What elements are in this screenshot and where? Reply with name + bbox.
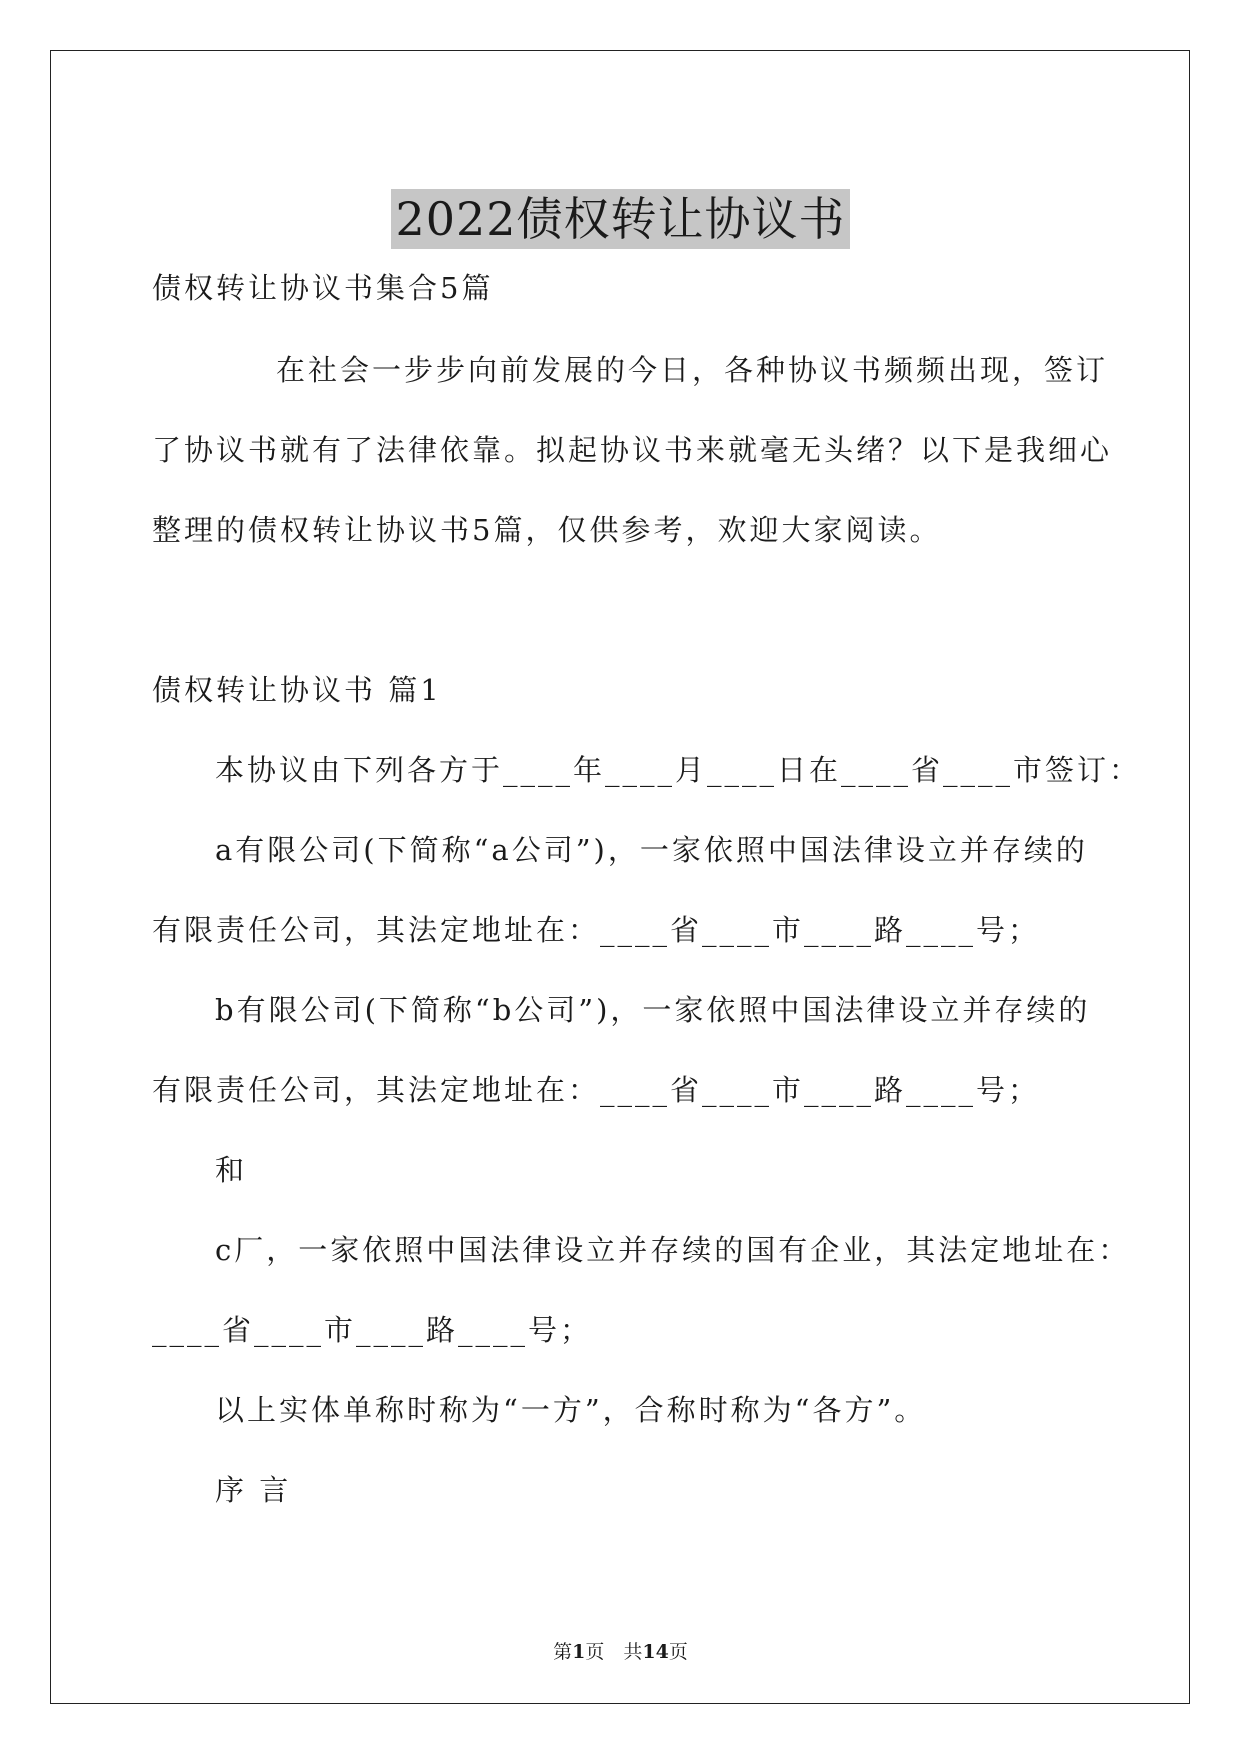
page-footer xyxy=(0,1640,1241,1664)
body-line: b有限公司(下简称“b公司”)，一家依照中国法律设立并存续的 xyxy=(215,993,1091,1027)
body-line: 有限责任公司，其法定地址在：____省____市____路____号； xyxy=(152,913,1041,947)
body-line: 有限责任公司，其法定地址在：____省____市____路____号； xyxy=(152,1073,1041,1107)
intro-line-2: 了协议书就有了法律依靠。拟起协议书来就毫无头绪？以下是我细心 xyxy=(152,433,1113,467)
title-container xyxy=(0,158,1241,280)
footer-middle: 页 共 xyxy=(585,1641,643,1663)
footer-suffix: 页 xyxy=(668,1641,688,1663)
subtitle-line: 债权转让协议书集合5篇 xyxy=(152,271,494,305)
body-line: 本协议由下列各方于____年____月____日在____省____市签订： xyxy=(215,753,1142,787)
section-heading: 债权转让协议书 篇1 xyxy=(152,673,442,707)
intro-line-3: 整理的债权转让协议书5篇，仅供参考，欢迎大家阅读。 xyxy=(152,513,942,547)
body-line: 以上实体单称时称为“一方”，合称时称为“各方”。 xyxy=(215,1393,927,1427)
body-line: 和 xyxy=(215,1153,248,1187)
body-line: c厂，一家依照中国法律设立并存续的国有企业，其法定地址在： xyxy=(215,1233,1131,1267)
body-line: a有限公司(下简称“a公司”)，一家依照中国法律设立并存续的 xyxy=(215,833,1088,867)
footer-page-number: 1 xyxy=(572,1641,586,1663)
body-line: ____省____市____路____号； xyxy=(152,1313,593,1347)
footer-total-pages: 14 xyxy=(642,1641,669,1663)
intro-line-1: 在社会一步步向前发展的今日，各种协议书频频出现，签订 xyxy=(276,353,1109,387)
preface-heading: 序 言 xyxy=(215,1473,292,1507)
footer-prefix: 第 xyxy=(553,1641,573,1663)
document-title: 2022债权转让协议书 xyxy=(391,189,849,249)
